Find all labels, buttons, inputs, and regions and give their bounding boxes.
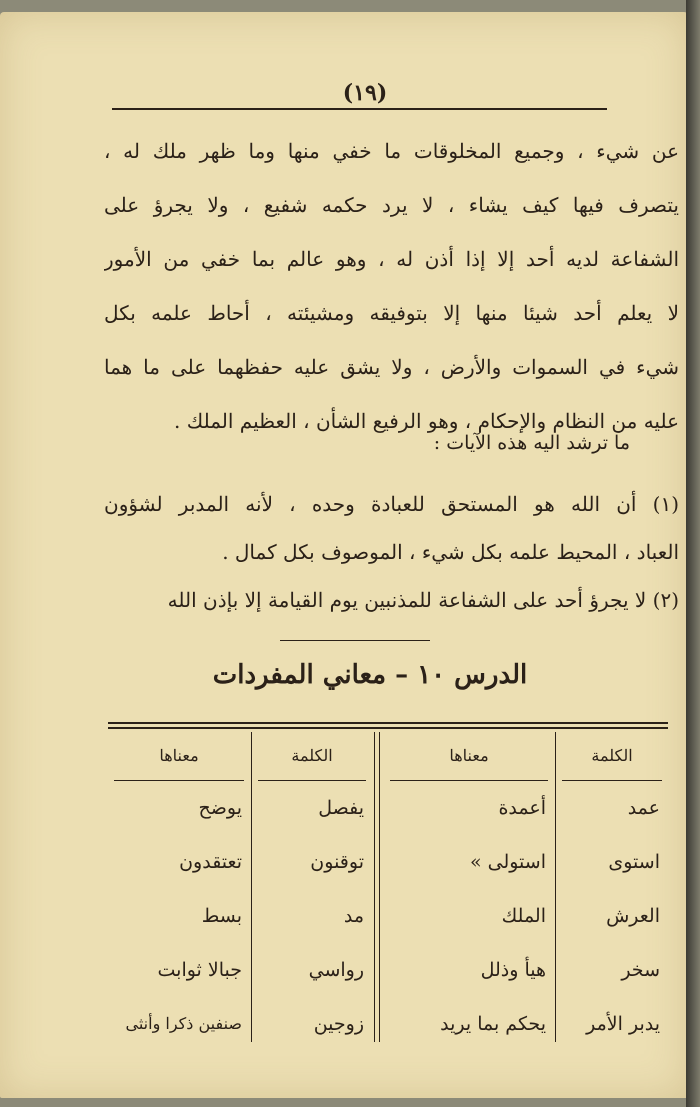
vocab-meaning: هيأ وذلل	[480, 959, 546, 981]
vocab-meaning: استولى »	[469, 851, 546, 873]
vocab-word: يفصل	[318, 797, 364, 819]
column-divider	[555, 732, 556, 1042]
vocab-meaning: تعتقدون	[179, 851, 242, 873]
lesson-title: الدرس ١٠ – معاني المفردات	[212, 660, 528, 690]
page-number: (١٩)	[342, 80, 388, 106]
table-top-rule-2	[108, 727, 668, 729]
book-spine	[686, 0, 700, 1107]
left-word-column	[252, 732, 372, 1052]
column-header-word: الكلمة	[562, 732, 662, 781]
section-subheading: ما ترشد اليه هذه الآيات :	[433, 432, 630, 454]
vocabulary-table	[108, 732, 668, 1052]
column-header-meaning: معناها	[390, 732, 548, 781]
body-line: لا يعلم أحد شيئا منها إلا بتوفيقه ومشيئته ، أحاط علمه بكل	[104, 301, 679, 325]
vocab-word: استوى	[608, 851, 660, 873]
section-divider	[280, 640, 430, 641]
vocab-meaning: الملك	[501, 905, 546, 927]
body-line: يتصرف فيها كيف يشاء ، لا يرد حكمه شفيع ، ولا يجرؤ على	[104, 193, 679, 217]
vocab-meaning: صنفين ذكرا وأنثى	[125, 1014, 242, 1033]
body-line: عليه من النظام والإحكام ، وهو الرفيع الشأن ، العظيم الملك .	[174, 409, 679, 433]
vocab-word: عمد	[627, 797, 660, 819]
body-paragraph	[104, 124, 679, 448]
column-header-meaning: معناها	[114, 732, 244, 781]
point-line: (٢) لا يجرؤ أحد على الشفاعة للمذنبين يوم القيامة إلا بإذن الله	[167, 588, 679, 612]
header-rule	[112, 108, 607, 110]
vocab-word: زوجين	[313, 1013, 364, 1035]
right-word-column	[556, 732, 668, 1052]
vocab-word: رواسي	[308, 959, 364, 981]
table-top-rule	[108, 722, 668, 724]
point-line: (١) أن الله هو المستحق للعبادة وحده ، لأنه المدبر لشؤون	[104, 492, 679, 516]
point-line: العباد ، المحيط علمه بكل شيء ، الموصوف بكل كمال .	[222, 540, 679, 564]
vocab-word: سخر	[621, 959, 660, 981]
right-meaning-column	[384, 732, 554, 1052]
vocab-meaning: أعمدة	[498, 797, 546, 819]
vocab-word: العرش	[606, 905, 660, 927]
vocab-meaning: يحكم بما يريد	[440, 1013, 546, 1035]
vocab-meaning: يوضح	[198, 797, 242, 819]
vocab-meaning: جبالا ثوابت	[157, 959, 242, 981]
body-line: شيء في السموات والأرض ، ولا يشق عليه حفظهما على ما هما	[104, 355, 679, 379]
vocab-word: توقنون	[310, 851, 364, 873]
body-line: الشفاعة لديه أحد إلا إذا أذن له ، وهو عالم بما خفي من الأمور	[104, 247, 679, 271]
column-header-word: الكلمة	[258, 732, 366, 781]
vocab-word: مد	[343, 905, 364, 927]
vocab-word: يدبر الأمر	[586, 1013, 660, 1035]
vocab-meaning: بسط	[201, 905, 242, 927]
body-line: عن شيء ، وجميع المخلوقات ما خفي منها وما ظهر ملك له ،	[104, 139, 679, 163]
left-meaning-column	[108, 732, 250, 1052]
column-divider	[251, 732, 252, 1042]
points-list	[104, 480, 679, 624]
table-separator	[374, 732, 380, 1042]
